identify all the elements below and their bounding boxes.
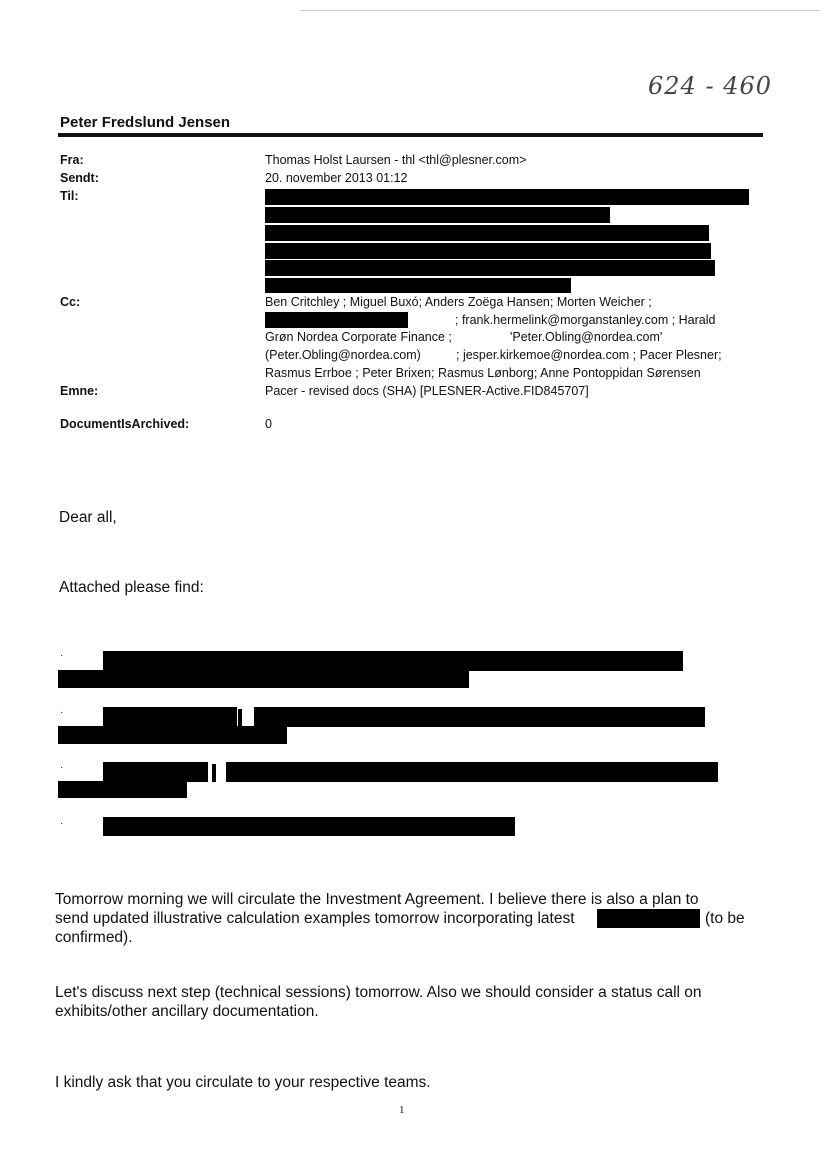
handwritten-page-number: 624 - 460 (648, 72, 772, 100)
redacted-recipients-4 (265, 243, 711, 259)
redacted-recipients-2 (265, 207, 610, 223)
subject-label: Emne: (60, 384, 99, 398)
cc-line-1: Ben Critchley ; Miguel Buxó; Anders Zoëga Hansen; Morten Weicher ; (265, 295, 652, 309)
subject-value: Pacer - revised docs (SHA) [PLESNER-Active.FID845707] (265, 384, 589, 398)
redacted-attachment-2-mark (238, 709, 242, 727)
redacted-attachment-1a (103, 651, 683, 671)
redacted-attachment-1b (58, 670, 469, 688)
cc-line-4: (Peter.Obling@nordea.com) (265, 348, 421, 362)
archived-label: DocumentIsArchived: (60, 417, 190, 431)
cc-line-5: Rasmus Errboe ; Peter Brixen; Rasmus Lønborg; Anne Pontoppidan Sørensen (265, 366, 701, 380)
redacted-attachment-2a (103, 707, 237, 727)
redacted-attachment-3-mark (212, 764, 216, 782)
redacted-inline-value (597, 909, 700, 928)
redacted-recipients-1 (265, 189, 749, 205)
page-number: 1 (399, 1104, 405, 1116)
header-rule (58, 133, 763, 137)
bullet-4: · (60, 818, 64, 829)
paragraph-1-line-3: confirmed). (55, 929, 133, 946)
cc-label: Cc: (60, 295, 81, 309)
sent-value: 20. november 2013 01:12 (265, 171, 408, 185)
paragraph-1-line-1: Tomorrow morning we will circulate the Investment Agreement. I believe there is also a plan to (55, 891, 699, 908)
redacted-attachment-2b (254, 707, 705, 727)
cc-line-3: Grøn Nordea Corporate Finance ; (265, 330, 452, 344)
paragraph-2-line-2: exhibits/other ancillary documentation. (55, 1003, 319, 1020)
cc-line-4b: ; jesper.kirkemoe@nordea.com ; Pacer Plesner; (456, 348, 722, 362)
cc-line-3b: 'Peter.Obling@nordea.com' (510, 330, 663, 344)
greeting: Dear all, (59, 509, 117, 526)
from-label: Fra: (60, 153, 84, 167)
redacted-attachment-2c (58, 726, 287, 744)
bullet-2: · (60, 707, 64, 718)
from-value: Thomas Holst Laursen - thl <thl@plesner.com> (265, 153, 527, 167)
mailbox-owner-name: Peter Fredslund Jensen (60, 114, 231, 131)
archived-value: 0 (265, 417, 272, 431)
redacted-attachment-3c (58, 781, 187, 798)
redacted-recipients-3 (265, 225, 709, 241)
redacted-recipients-6 (265, 278, 571, 293)
bullet-1: · (60, 650, 64, 661)
redacted-attachment-4 (103, 817, 515, 836)
redacted-attachment-3b (226, 762, 718, 782)
paragraph-3: I kindly ask that you circulate to your respective teams. (55, 1074, 431, 1091)
bullet-3: · (60, 762, 64, 773)
paragraph-2-line-1: Let's discuss next step (technical sessions) tomorrow. Also we should consider a status call on (55, 984, 702, 1001)
attachment-intro: Attached please find: (59, 579, 204, 596)
to-label: Til: (60, 189, 79, 203)
redacted-cc-1 (265, 312, 408, 328)
sent-label: Sendt: (60, 171, 99, 185)
redacted-recipients-5 (265, 260, 715, 276)
scan-edge-line (300, 10, 820, 11)
paragraph-1-line-2: send updated illustrative calculation examples tomorrow incorporating latest (55, 910, 575, 927)
cc-line-2: ; frank.hermelink@morganstanley.com ; Harald (455, 313, 716, 327)
redacted-attachment-3a (103, 762, 208, 782)
paragraph-1-line-2-end: (to be (705, 910, 745, 927)
